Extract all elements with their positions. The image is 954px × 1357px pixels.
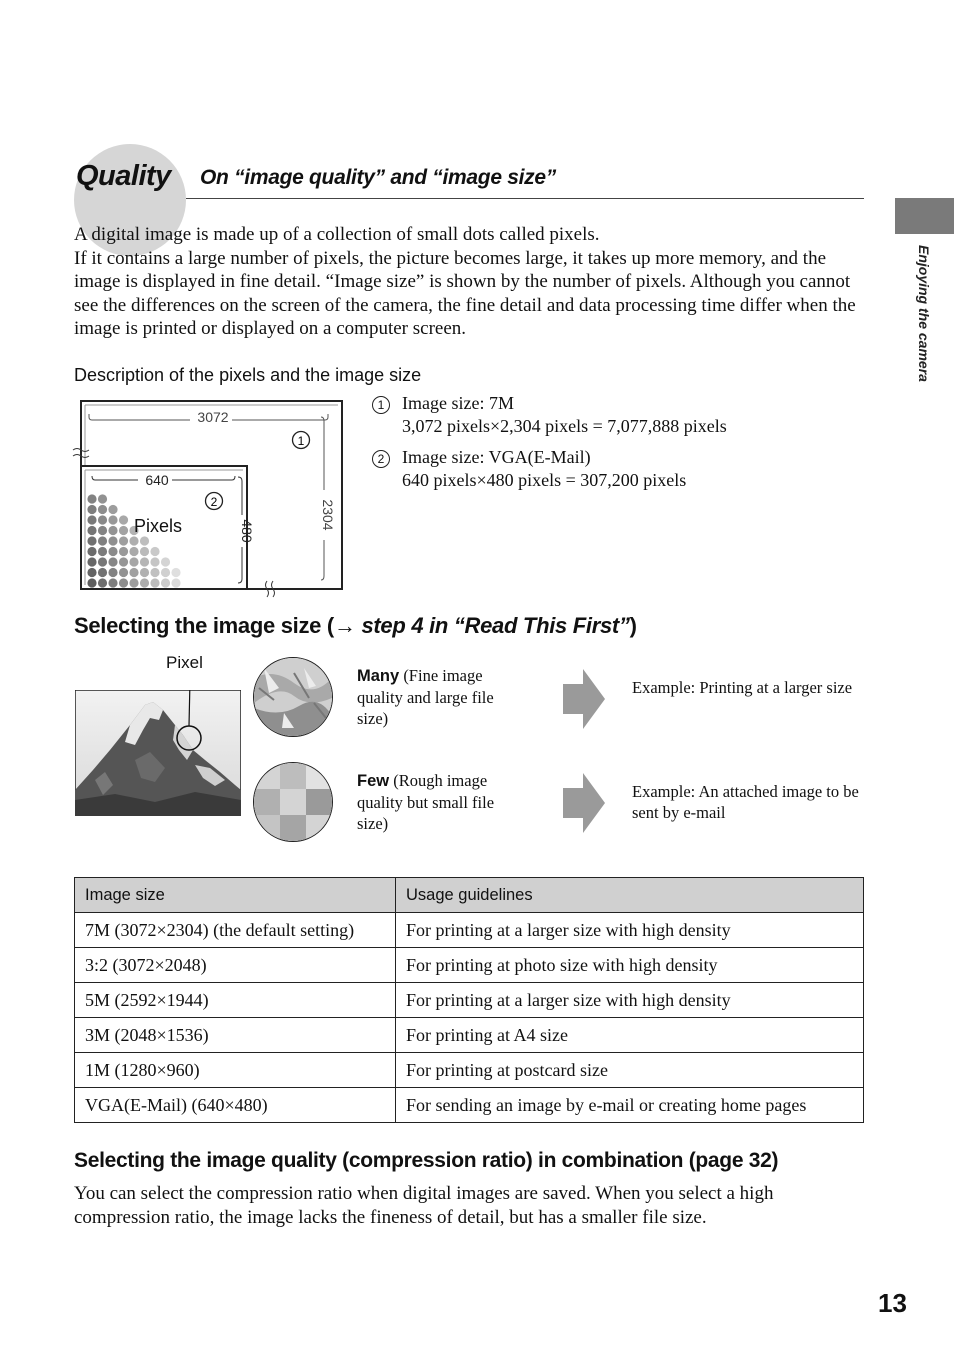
- pixel-dot: [98, 568, 107, 577]
- title-rule: [186, 198, 864, 199]
- arrow-icon: →: [333, 613, 356, 638]
- pixel-dot: [140, 557, 149, 566]
- pixels-label: Pixels: [134, 516, 183, 536]
- cell-size: 1M (1280×960): [75, 1053, 396, 1088]
- pixel-dot: [129, 568, 138, 577]
- inner-width-label: 640: [145, 472, 169, 488]
- pixel-dot: [129, 578, 138, 587]
- pixel-dot: [98, 536, 107, 545]
- pixel-dot: [119, 536, 128, 545]
- legend-2-size: Image size: VGA(E-Mail): [402, 447, 591, 467]
- pixel-dot: [87, 536, 96, 545]
- pixel-dot: [87, 557, 96, 566]
- quality-badge: Quality: [76, 160, 171, 192]
- heading-ref: step 4 in “Read This First”: [355, 613, 630, 638]
- pixel-dot: [98, 578, 107, 587]
- pixel-dot: [161, 557, 170, 566]
- column-header-image-size: Image size: [75, 878, 396, 913]
- example-many: Example: Printing at a larger size: [632, 678, 853, 697]
- pixel-dot: [150, 568, 159, 577]
- side-tab: [895, 198, 954, 234]
- pixel-dot: [98, 526, 107, 535]
- table-row: [75, 948, 864, 983]
- cell-size: 5M (2592×1944): [75, 983, 396, 1018]
- many-label: Many: [357, 667, 400, 685]
- image-size-table: [74, 877, 864, 1123]
- arrow-right-icon: [563, 773, 605, 833]
- pixel-size-diagram: [72, 395, 352, 600]
- pixel-dot: [140, 568, 149, 577]
- table-row: [75, 1088, 864, 1123]
- pixel-dot: [119, 515, 128, 524]
- pixel-dot: [150, 578, 159, 587]
- pixel-dot: [108, 515, 117, 524]
- cell-usage: For printing at A4 size: [396, 1018, 864, 1053]
- inner-height-label: 480: [239, 519, 255, 543]
- pixel-dot: [108, 557, 117, 566]
- table-row: [75, 1018, 864, 1053]
- pixel-dot: [87, 547, 96, 556]
- pixel-dot: [150, 557, 159, 566]
- marker-2: 2: [210, 495, 218, 509]
- pixel-dot: [171, 568, 180, 577]
- heading-post: ): [629, 613, 637, 638]
- intro-paragraph-2: If it contains a large number of pixels, the picture becomes large, it takes up more memory, and the image is displayed in fine detail. “Image size” is shown by the number of pixels. Although you cannot see the differences on the screen of the camera, the fine detail and data processing time differ when the image is printed or displayed on a computer screen.: [74, 247, 856, 340]
- pixel-dot: [108, 505, 117, 514]
- table-header-row: [75, 878, 864, 913]
- pixel-dot: [129, 547, 138, 556]
- many-pixels-text: [357, 665, 527, 729]
- table-row: [75, 913, 864, 948]
- pixel-dot: [108, 568, 117, 577]
- pixel-dot: [108, 578, 117, 587]
- cell-usage: For printing at a larger size with high density: [396, 913, 864, 948]
- pixel-dot: [150, 547, 159, 556]
- marker-2-icon: 2: [372, 450, 390, 468]
- mountain-photo: [75, 690, 241, 816]
- cell-usage: For printing at a larger size with high density: [396, 983, 864, 1018]
- pixel-dot: [87, 568, 96, 577]
- pixel-dot: [171, 578, 180, 587]
- pixel-dot: [87, 526, 96, 535]
- rough-pixel-zoom: [253, 762, 333, 842]
- pixel-dot: [129, 536, 138, 545]
- pixel-dot: [119, 568, 128, 577]
- intro-paragraph-1: A digital image is made up of a collection of small dots called pixels.: [74, 224, 600, 245]
- fine-pixel-zoom: [253, 657, 333, 737]
- pixel-dot: [98, 557, 107, 566]
- legend-item-7m: [372, 392, 727, 436]
- outer-width-label: 3072: [197, 409, 229, 425]
- cell-usage: For printing at photo size with high density: [396, 948, 864, 983]
- few-description: (Rough image quality but small file size): [357, 771, 495, 833]
- pixel-dot: [161, 578, 170, 587]
- outer-height-label: 2304: [320, 499, 336, 531]
- pixel-dot: [108, 547, 117, 556]
- legend-1-pixels: 3,072 pixels×2,304 pixels = 7,077,888 pixels: [402, 416, 727, 436]
- many-description: (Fine image quality and large file size): [357, 666, 494, 728]
- pixel-dot: [108, 536, 117, 545]
- legend-1-size: Image size: 7M: [402, 393, 514, 413]
- pixel-dot: [140, 578, 149, 587]
- pixel-dot: [87, 578, 96, 587]
- cell-size: 7M (3072×2304) (the default setting): [75, 913, 396, 948]
- pixel-dot: [119, 547, 128, 556]
- pixel-dot: [98, 547, 107, 556]
- pixel-dot: [108, 526, 117, 535]
- cell-size: 3:2 (3072×2048): [75, 948, 396, 983]
- pixel-label: Pixel: [166, 653, 203, 672]
- legend-2-pixels: 640 pixels×480 pixels = 307,200 pixels: [402, 470, 687, 490]
- cell-usage: For sending an image by e-mail or creating home pages: [396, 1088, 864, 1123]
- example-few: Example: An attached image to be sent by e-mail: [632, 782, 859, 822]
- pixel-dot: [87, 505, 96, 514]
- section-title: On “image quality” and “image size”: [200, 166, 556, 189]
- heading-pre: Selecting the image size (: [74, 613, 334, 638]
- cell-usage: For printing at postcard size: [396, 1053, 864, 1088]
- select-size-heading: [74, 613, 637, 639]
- page-number: 13: [878, 1288, 907, 1318]
- pixel-dot: [140, 547, 149, 556]
- pixel-dot: [119, 578, 128, 587]
- cell-size: VGA(E-Mail) (640×480): [75, 1088, 396, 1123]
- few-pixels-text: [357, 770, 527, 834]
- pixel-dot: [98, 494, 107, 503]
- pixel-dot: [98, 505, 107, 514]
- pixel-dot: [129, 557, 138, 566]
- quality-section-body: You can select the compression ratio when digital images are saved. When you select a high compression ratio, the image lacks the fineness of detail, but has a smaller file size.: [74, 1183, 774, 1228]
- quality-section-heading: Selecting the image quality (compression ratio) in combination (page 32): [74, 1149, 779, 1172]
- pixel-dot: [87, 515, 96, 524]
- few-label: Few: [357, 772, 390, 790]
- intro-text: [74, 223, 864, 341]
- table-row: [75, 1053, 864, 1088]
- column-header-usage: Usage guidelines: [396, 878, 864, 913]
- pixel-dot: [119, 526, 128, 535]
- legend-item-vga: [372, 446, 687, 490]
- pixel-dot: [140, 536, 149, 545]
- pixel-dot: [119, 557, 128, 566]
- arrow-right-icon: [563, 669, 605, 729]
- side-tab-label: Enjoying the camera: [916, 245, 932, 382]
- table-row: [75, 983, 864, 1018]
- diagram-caption: Description of the pixels and the image size: [74, 365, 422, 385]
- pixel-dot: [98, 515, 107, 524]
- marker-1: 1: [297, 434, 305, 448]
- pixel-dot: [87, 494, 96, 503]
- marker-1-icon: 1: [372, 396, 390, 414]
- cell-size: 3M (2048×1536): [75, 1018, 396, 1053]
- pixel-dot: [161, 568, 170, 577]
